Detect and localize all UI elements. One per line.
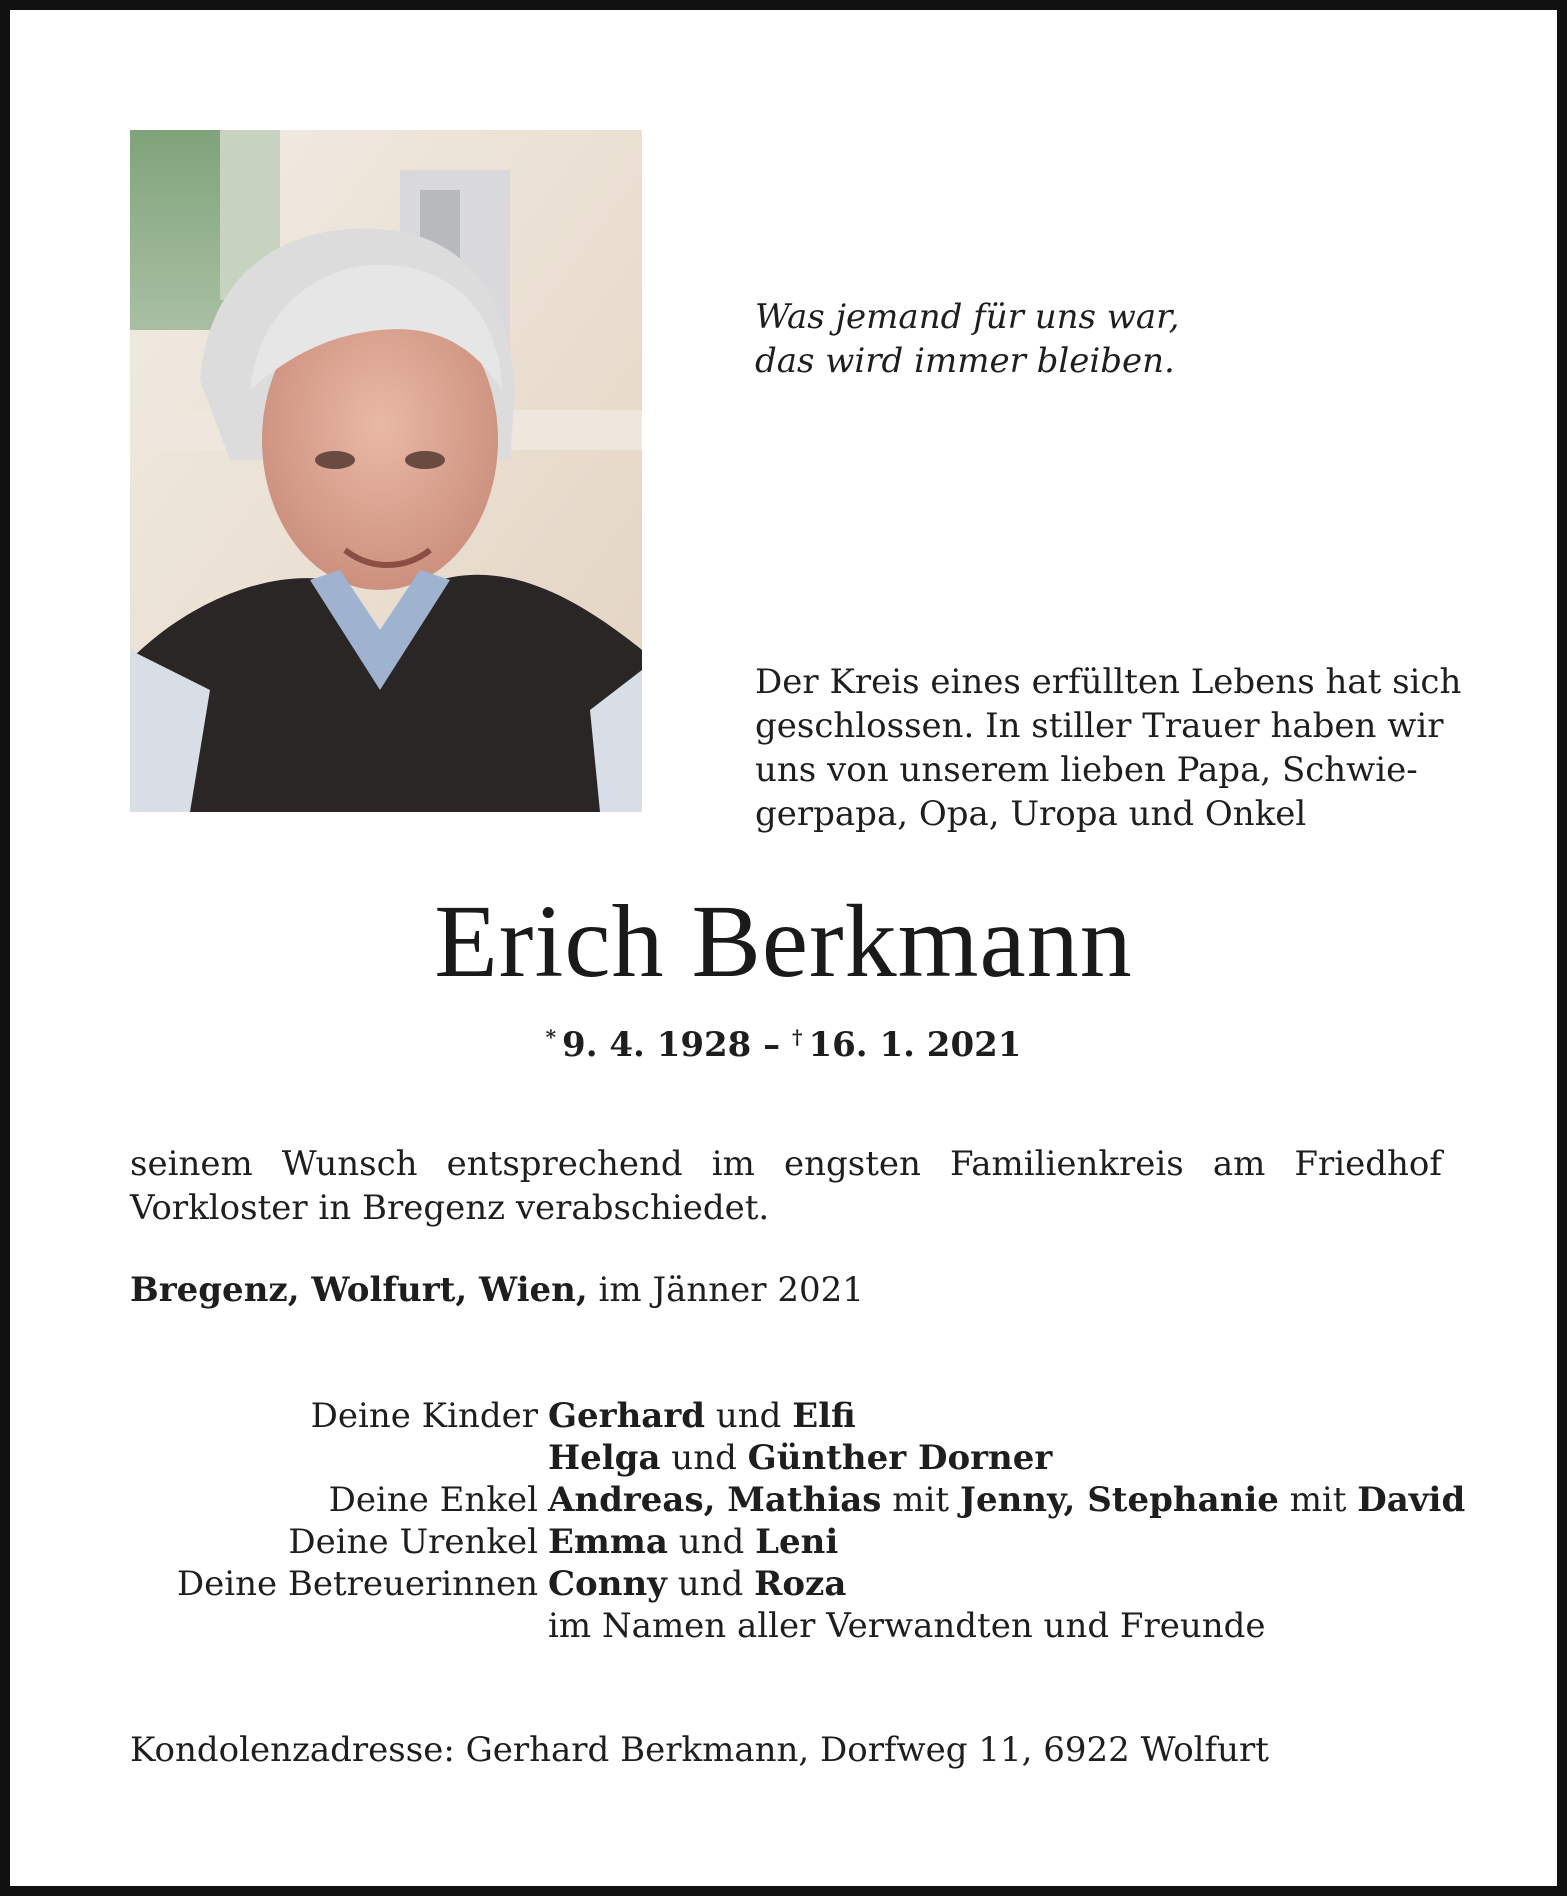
place-date: im Jänner 2021 [598,1270,864,1310]
family-name: David [1357,1480,1466,1520]
intro-line-2: geschlossen. In stiller Trauer haben wir [755,706,1444,746]
connector-word: und [715,1396,782,1436]
intro-line-1: Der Kreis eines erfüllten Lebens hat sich [755,662,1462,702]
family-name: Emma [548,1522,668,1562]
grandchildren-names [548,1479,1465,1521]
birth-symbol: * [545,1025,557,1049]
connector-word: mit [1289,1480,1347,1520]
family-row [10,1479,1465,1521]
connector-word: mit [892,1480,950,1520]
farewell-text [130,1142,1442,1230]
empty-label [10,1605,548,1647]
grandchildren-label: Deine Enkel [328,1480,538,1520]
family-row [10,1395,1465,1437]
family-name: Gerhard [548,1396,706,1436]
family-row [10,1563,1465,1605]
death-symbol: † [792,1025,803,1049]
family-name: Elfi [792,1396,856,1436]
caregivers-names [548,1563,846,1605]
family-name: Jenny, Stephanie [959,1480,1279,1520]
family-name: Conny [548,1564,667,1604]
children-label: Deine Kinder [310,1396,538,1436]
family-name: Günther Dorner [747,1438,1053,1478]
deceased-name: Erich Berkmann [434,884,1133,999]
great-grandchildren-names [548,1521,838,1563]
family-list [10,1395,1465,1647]
intro-line-3: uns von unserem lieben Papa, Schwie- [755,750,1418,790]
farewell-line-1: seinem Wunsch entsprechend im engsten Familienkreis am Friedhof [130,1144,1442,1184]
children-names [548,1395,856,1437]
farewell-line-2: Vorkloster in Bregenz verabschiedet. [130,1188,770,1228]
death-date: 16. 1. 2021 [808,1025,1022,1065]
empty-label [10,1437,548,1479]
portrait-photo [130,130,642,812]
family-row [10,1605,1465,1647]
date-separator: – [763,1025,781,1065]
intro-line-4: gerpapa, Opa, Uropa und Onkel [755,794,1307,834]
family-name: Roza [754,1564,847,1604]
connector-word: und [671,1438,737,1478]
quote-line-1: Was jemand für uns war, [755,297,1180,337]
family-name: Leni [755,1522,839,1562]
place-and-date [130,1268,864,1312]
closing-line: im Namen aller Verwandten und Freunde [548,1606,1266,1646]
life-dates [10,1015,1557,1067]
condolence-address: Kondolenzadresse: Gerhard Berkmann, Dorfweg 11, 6922 Wolfurt [130,1730,1269,1770]
birth-date: 9. 4. 1928 [562,1025,752,1065]
connector-word: und [678,1522,745,1562]
family-name: Andreas, Mathias [548,1480,882,1520]
connector-word: und [677,1564,744,1604]
family-row [10,1437,1465,1479]
place-towns: Bregenz, Wolfurt, Wien, [130,1270,588,1310]
intro-text [755,660,1461,836]
memorial-quote [755,295,1179,383]
children-names [548,1437,1052,1479]
great-grandchildren-label: Deine Urenkel [288,1522,538,1562]
family-row [10,1521,1465,1563]
quote-line-2: das wird immer bleiben. [755,341,1175,381]
caregivers-label: Deine Betreuerinnen [176,1564,538,1604]
portrait-image [130,130,642,812]
family-name: Helga [548,1438,661,1478]
